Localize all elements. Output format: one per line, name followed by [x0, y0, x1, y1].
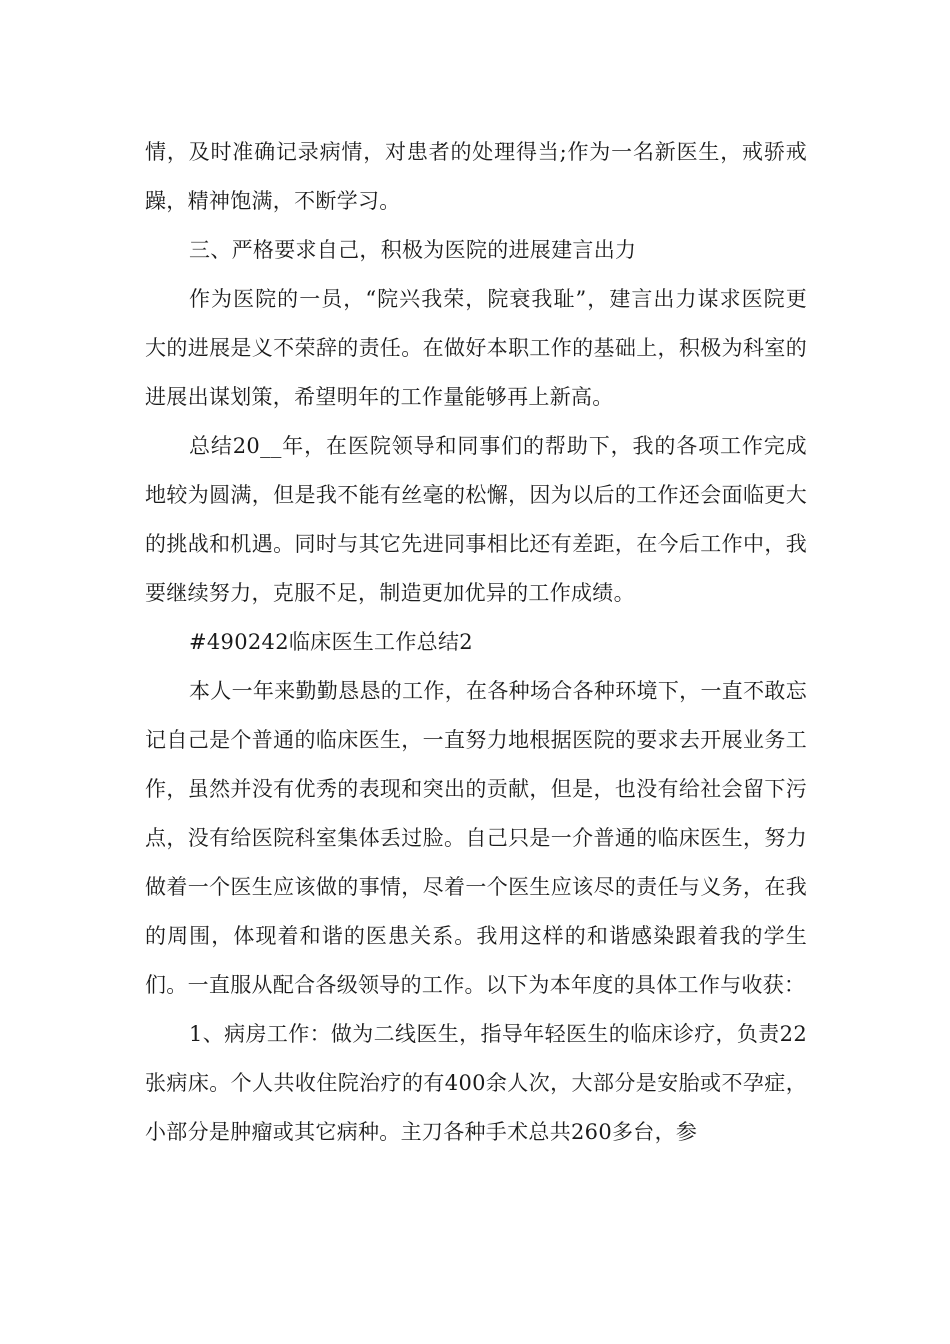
document-subtitle: #490242临床医生工作总结2	[189, 630, 473, 654]
paragraph-1: 情，及时准确记录病情，对患者的处理得当;作为一名新医生，戒骄戒躁，精神饱满，不断学习。	[145, 140, 807, 213]
paragraph-3: 作为医院的一员，“院兴我荣，院衰我耻”，建言出力谋求医院更大的进展是义不荣辞的责任。在做好本职工作的基础上，积极为科室的进展出谋划策，希望明年的工作量能够再上新高。	[145, 287, 807, 409]
paragraph-7: 1、病房工作：做为二线医生，指导年轻医生的临床诊疗，负责22张病床。个人共收住院治疗的有400余人次，大部分是安胎或不孕症，小部分是肿瘤或其它病种。主刀各种手术总共260多台，参	[145, 1022, 807, 1144]
paragraph-6: 本人一年来勤勤恳恳的工作，在各种场合各种环境下，一直不敢忘记自己是个普通的临床医生，一直努力地根据医院的要求去开展业务工作，虽然并没有优秀的表现和突出的贡献，但是，也没有给社会留下污点，没有给医院科室集体丢过脸。自己只是一介普通的临床医生，努力做着一个医生应该做的事情，尽着一个医生应该尽的责任与义务，在我的周围，体现着和谐的医患关系。我用这样的和谐感染跟着我的学生们。一直服从配合各级领导的工作。以下为本年度的具体工作与收获：	[145, 679, 807, 997]
section-heading-3: 三、严格要求自己，积极为医院的进展建言出力	[189, 238, 637, 262]
document-body	[145, 128, 807, 1157]
paragraph-4: 总结20__年，在医院领导和同事们的帮助下，我的各项工作完成地较为圆满，但是我不能有丝毫的松懈，因为以后的工作还会面临更大的挑战和机遇。同时与其它先进同事相比还有差距，在今后工作中，我要继续努力，克服不足，制造更加优异的工作成绩。	[145, 434, 807, 605]
